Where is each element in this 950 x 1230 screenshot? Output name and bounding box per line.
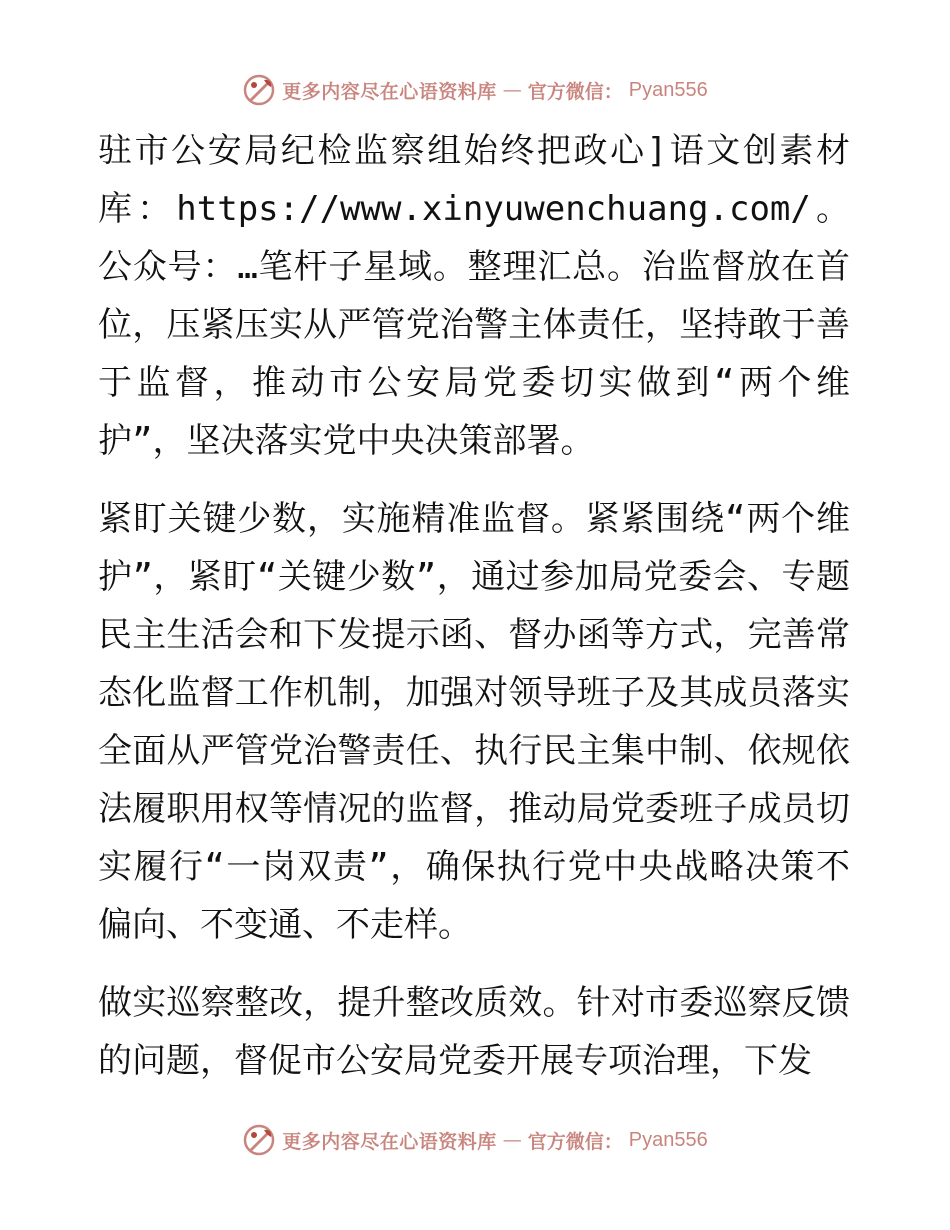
header-wechat-label: 官方微信： xyxy=(527,80,623,103)
footer-wechat-label: 官方微信： xyxy=(527,1130,623,1153)
header-banner-text: 更多内容尽在心语资料库 xyxy=(282,80,497,103)
header-banner-dash: — xyxy=(502,79,522,101)
footer-wechat-id: Pyan556 xyxy=(628,1128,708,1151)
footer-banner-text: 更多内容尽在心语资料库 xyxy=(282,1130,497,1153)
paragraph-3: 做实巡察整改，提升整改质效。针对市委巡察反馈的问题，督促市公安局党委开展专项治理，下发 xyxy=(98,983,850,1081)
quill-logo-icon xyxy=(242,73,276,107)
footer-watermark-banner xyxy=(0,1120,950,1160)
document-body xyxy=(98,120,850,1110)
header-wechat-id: Pyan556 xyxy=(628,78,708,101)
header-watermark xyxy=(242,73,708,107)
footer-watermark xyxy=(242,1123,708,1157)
paragraph-1: 驻市公安局纪检监察组始终把政心]语文创素材库：https://www.xinyuwenchuang.com/。公众号：…笔杆子星域。整理汇总。治监督放在首位，压紧压实从严管党治警主体责任，坚持敢于善于监督，推动市公安局党委切实做到“两个维护”，坚决落实党中央决策部署。 xyxy=(98,131,850,461)
footer-banner-dash: — xyxy=(502,1129,522,1151)
quill-logo-icon xyxy=(242,1123,276,1157)
paragraph-2: 紧盯关键少数，实施精准监督。紧紧围绕“两个维护”，紧盯“关键少数”，通过参加局党委会、专题民主生活会和下发提示函、督办函等方式，完善常态化监督工作机制，加强对领导班子及其成员落实全面从严管党治警责任、执行民主集中制、依规依法履职用权等情况的监督，推动局党委班子成员切实履行“一岗双责”，确保执行党中央战略决策不偏向、不变通、不走样。 xyxy=(98,499,850,945)
header-watermark-banner xyxy=(0,70,950,110)
